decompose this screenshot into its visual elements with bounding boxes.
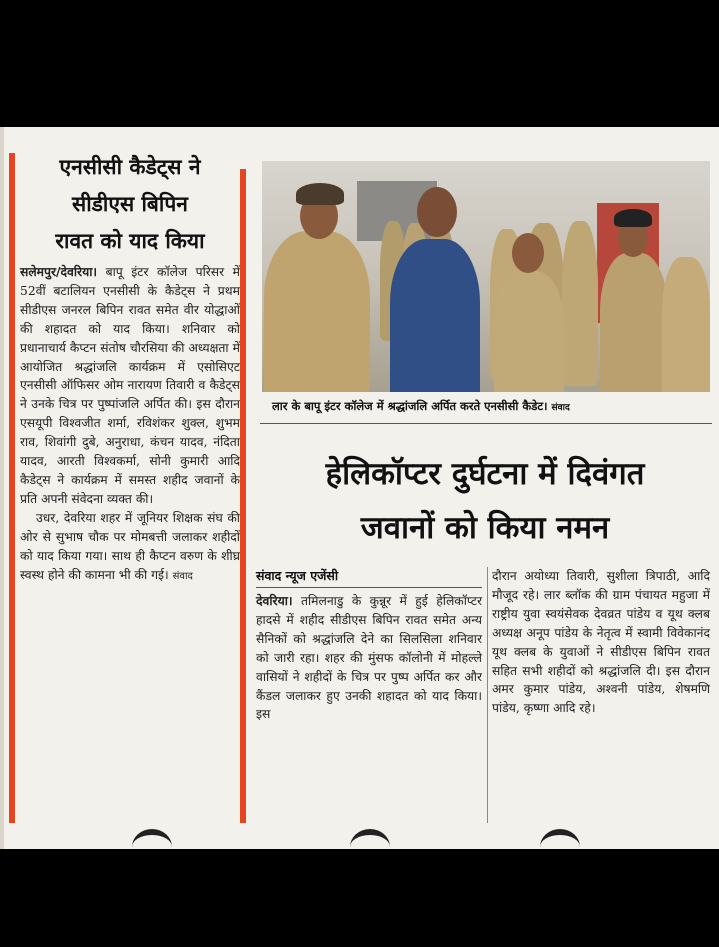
main-body-col1 xyxy=(256,592,482,724)
main-headline-line: हेलिकॉप्टर दुर्घटना में दिवंगत xyxy=(325,456,645,492)
divider-red-bar xyxy=(240,169,246,823)
cutoff-headline-fragment xyxy=(350,829,390,849)
main-headline-line: जवानों को किया नमन xyxy=(360,510,610,546)
photo-beret xyxy=(614,209,652,227)
left-article xyxy=(20,149,240,586)
photo-caption-text: लार के बापू इंटर कॉलेज में श्रद्धांजलि अर्पित करते एनसीसी कैडेट। xyxy=(272,399,548,413)
left-signoff: संवाद xyxy=(172,570,193,582)
main-byline: संवाद न्यूज एजेंसी xyxy=(256,568,339,583)
cutoff-headline-fragment xyxy=(540,829,580,849)
photo-cadet xyxy=(562,221,598,386)
photo-cadet-right xyxy=(600,253,668,392)
photo-cadet-girl xyxy=(494,271,564,392)
photo-officer xyxy=(390,239,480,392)
left-body-paragraph-1 xyxy=(20,263,240,509)
left-body-paragraph-2 xyxy=(20,509,240,587)
left-headline-line: सीडीएस बिपिन xyxy=(72,192,188,216)
left-headline xyxy=(20,149,240,260)
photo-caption xyxy=(272,399,712,414)
photo-cadet-left xyxy=(264,231,370,392)
left-body-text-2: उधर, देवरिया शहर में जूनियर शिक्षक संघ की ओर से सुभाष चौक पर मोमबत्ती जलाकर शहीदों को याद किया गया। साथ ही कैप्टन वरुण के शीघ्र स्वस्थ होने की कामना भी की गई। xyxy=(20,510,240,582)
main-dateline: देवरिया। xyxy=(256,593,293,608)
left-dateline: सलेमपुर/देवरिया। xyxy=(20,264,98,279)
article-photo xyxy=(262,161,710,392)
main-article-column-1 xyxy=(256,567,482,724)
main-body-col2: दौरान अयोध्या तिवारी, सुशीला त्रिपाठी, आदि मौजूद रहे। लार ब्लॉक की ग्राम पंचायत महुजा में राष्ट्रीय युवा स्वयंसेवक देवव्रत पांडेय व यूथ क्लब अध्यक्ष अनूप पांडेय के नेतृत्व में स्वामी विवेकानंद यूथ क्लब के युवाओं ने सीडीएस बिपिन रावत सहित सभी शहीदों को श्रद्धांजलि दी। इस दौरान अमर कुमार पांडेय, अश्वनी पांडेय, शेषमणि पांडेय, कृष्णा आदि रहे। xyxy=(492,569,710,716)
left-headline-line: रावत को याद किया xyxy=(55,229,205,253)
left-headline-line: एनसीसी कैडेट्स ने xyxy=(59,155,201,179)
photo-beret xyxy=(296,183,344,205)
cutoff-headline-fragment xyxy=(132,829,172,849)
main-headline xyxy=(252,447,718,555)
newspaper-clipping xyxy=(0,127,719,849)
byline-rule xyxy=(256,587,482,588)
photo-head xyxy=(417,187,457,237)
main-body-col1-text: तमिलनाडु के कुन्नूर में हुई हेलिकॉप्टर हादसे में शहीद सीडीएस बिपिन रावत समेत अन्य सैनिकों को श्रद्धांजलि देने का सिलसिला शनिवार को जारी रहा। शहर की मुंसफ कॉलोनी में मोहल्ले वासियों ने शहीदों के चित्र पर पुष्प अर्पित कर और कैंडल जलाकर हुए उनकी शहादत को याद किया। इस xyxy=(256,594,482,722)
photo-caption-credit: संवाद xyxy=(551,403,570,413)
left-body-text-1: बापू इंटर कॉलेज परिसर में 52वीं बटालियन एनसीसी के कैडेट्स ने प्रथम सीडीएस जनरल बिपिन रावत समेत वीर योद्धाओं की शहादत को याद किया। शनिवार को प्रधानाचार्य कैप्टन संतोष चौरसिया की अध्यक्षता में आयोजित श्रद्धांजलि कार्यक्रम में एसोसिएट एनसीसी ऑफिसर ओम नारायण तिवारी व कैडेट्स ने उनके चित्र पर पुष्पांजलि अर्पित की। इस दौरान एसयूपी विश्वजीत शर्मा, रविशंकर शुक्ल, शुभम राव, शिवांगी दुबे, अनुराधा, कंचन यादव, नंदिता यादव, आरती विश्वकर्मा, सोनी कुमारी आदि कैडेट्स ने कार्यक्रम में समस्त शहीद जवानों के प्रति अपनी संवेदना व्यक्त की। xyxy=(20,265,240,506)
photo-head xyxy=(512,233,544,273)
photo-cadet-edge xyxy=(662,257,710,392)
left-red-bar xyxy=(9,153,15,823)
caption-rule xyxy=(260,423,712,424)
column-rule xyxy=(487,567,488,823)
main-article-column-2 xyxy=(492,567,710,718)
paper-edge xyxy=(0,127,4,849)
